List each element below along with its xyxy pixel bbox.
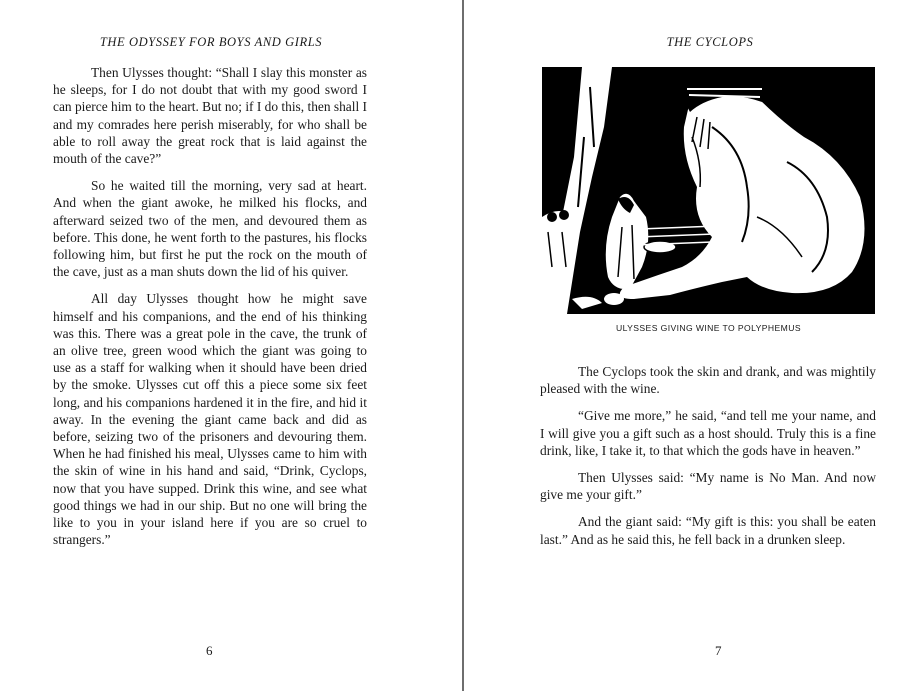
paragraph: And the giant said: “My gift is this: you shall be eaten last.” And as he said this, he fell back in a drunken sleep.: [540, 514, 876, 547]
running-head-left: THE ODYSSEY FOR BOYS AND GIRLS: [99, 35, 323, 49]
left-body-text: [53, 64, 367, 558]
illustration-ulysses-polyphemus: [542, 67, 875, 314]
right-page: [465, 0, 924, 691]
page-number-left: 6: [206, 643, 213, 658]
paragraph: “Give me more,” he said, “and tell me your name, and I will give you a gift such as a host should. Truly this is a fine drink, like, I take it, to that which the gods have in heaven.”: [540, 408, 876, 458]
book-gutter: [462, 0, 464, 691]
paragraph: So he waited till the morning, very sad at heart. And when the giant awoke, he milked his flocks, and afterward seized two of the men, and devoured them as before. This done, he went forth to the pastures, his flocks following him, but first he put the rock on the mouth of the cave, just as a man shuts down the lid of his quiver.: [53, 178, 367, 280]
paragraph: All day Ulysses thought how he might save himself and his companions, and the end of his thinking was this. There was a great pole in the cave, the trunk of an olive tree, green wood which the giant was going to use as a staff for walking when it should have been dried by the smoke. Ulysses cut off this a piece some six feet long, and his companions hardened it in the fire, and hid it away. In the evening the giant came back and did as before, seizing two of the prisoners and devouring them. When he had finished his meal, Ulysses came to him with the skin of wine in his hand and said, “Drink, Cyclops, now that you have supped. Drink this wine, and see what good things we had in our ship. But no one will bring the like to you in your island here if you are so cruel to strangers.”: [53, 291, 367, 548]
paragraph: Then Ulysses thought: “Shall I slay this monster as he sleeps, for I do not doubt that with my good sword I can pierce him to the heart. But no; if I do this, then shall I and my comrades here perish miserably, for who shall be able to roll away the great rock that is laid against the mouth of the cave?”: [53, 65, 367, 167]
right-body-text: [540, 363, 876, 558]
illustration-drawing: [542, 67, 875, 314]
illustration-caption: ULYSSES GIVING WINE TO POLYPHEMUS: [616, 323, 801, 333]
running-head-right: THE CYCLOPS: [666, 35, 754, 49]
paragraph: Then Ulysses said: “My name is No Man. And now give me your gift.”: [540, 470, 876, 503]
paragraph: The Cyclops took the skin and drank, and was mightily pleased with the wine.: [540, 364, 876, 397]
page-number-right: 7: [715, 643, 722, 658]
